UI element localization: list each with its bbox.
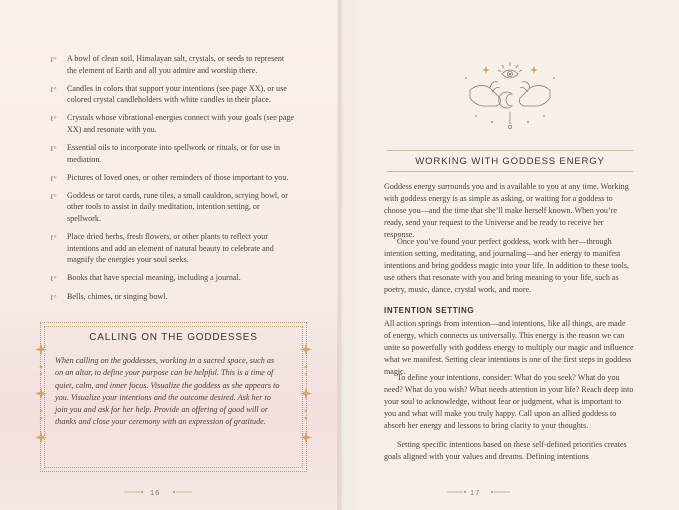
callout-right-ornament [299, 337, 313, 460]
calling-on-goddesses-callout [40, 322, 307, 472]
spiral-bullet-icon: ℓ° [50, 55, 57, 64]
intro-paragraph: Goddess energy surrounds you and is available to you at any time. Working with goddess energy is as simple as asking, or waiting for a goddess to choose you—and the time that she’ll make herself known. When you’re ready, send your request to the Universe and be ready to receive her response. [384, 182, 629, 239]
spiral-bullet-icon: ℓ° [50, 114, 57, 124]
list-item: ℓ° Candles in colors that support your intentions (see page XX), or use colored crystal candleholders with white candles in their place. [50, 83, 287, 105]
callout-body: When calling on the goddesses, working in a sacred space, such as on an altar, to define your purpose can be helpful. This is a time of quiet, calm, and inner focus. Visualize the goddess as she appears to you. Visualize your intentions and the outcome desired. Ask her to join you and ask for her help. Provide an offering of good will or thanks and close your ceremony with an expression of gratitude. [55, 356, 280, 427]
folio-ornament-icon [172, 489, 192, 495]
list-item: ℓ° Bells, chimes, or singing bowl. [50, 291, 168, 302]
intro-paragraph: Once you’ve found your perfect goddess, work with her—through intention setting, meditating, and journaling—and her energy to manifest intentions and bring goddess magic into your life. In addition to these tools, use others that resonate with you and bring meaning to your life, such as poetry, music, dance, crystal work, and more. [384, 237, 630, 294]
folio-ornament-icon [490, 489, 510, 495]
list-item: ℓ° Goddess or tarot cards, rune tiles, a small cauldron, scrying bowl, or other tools to assist in daily meditation, intention setting, or spellwork. [50, 190, 288, 224]
callout-title: CALLING ON THE GODDESSES [89, 332, 258, 343]
spiral-bullet-icon: ℓ° [50, 84, 57, 94]
list-item: ℓ° A bowl of clean soil, Himalayan salt, crystals, or seeds to represent the element of Earth and all you admire and worship there. [50, 54, 285, 75]
list-item: ℓ° Books that have special meaning, including a journal. [50, 273, 241, 284]
spiral-bullet-icon: ℓ° [50, 191, 57, 201]
list-item: ℓ° Crystals whose vibrational energies connect with your goals (see page XX) and resonate with you. [50, 113, 295, 134]
title-rule-bottom [387, 171, 633, 172]
spiral-bullet-icon: ℓ° [50, 144, 57, 154]
section-paragraph: To define your intentions, consider: What do you seek? What do you need? What do you wish? What needs attention in your life? Reach deep into your soul to acknowledge, without fear or judgment, what is important to you and what will make you truly happy. Call upon an allied goddess to absorb her energy and lessons to bring clarity to your thoughts. [384, 373, 634, 430]
spiral-bullet-icon: ℓ° [50, 173, 57, 183]
goddess-hands-eye-emblem-icon [462, 58, 558, 134]
section-paragraph: Setting specific intentions based on these self-defined priorities creates goals aligned with your values and dreams. Defining intentions [384, 440, 627, 461]
spiral-bullet-icon: ℓ° [50, 292, 57, 302]
section-paragraph: All action springs from intention—and intentions, like all things, are made of energy, which connects us universally. This energy is the reason we can unite so powerfully with goddess energy to multiply our magic and influence what we manifest. Setting clear intentions is one of the first steps in goddess magic. [384, 319, 634, 376]
book-gutter [337, 0, 342, 510]
callout-left-ornament [34, 337, 48, 460]
list-item: ℓ° Essential oils to incorporate into spellwork or rituals, or for use in mediation. [50, 143, 281, 164]
star-ornament-icon [34, 337, 48, 455]
title-rule-top [387, 150, 633, 151]
folio-ornament-icon [447, 489, 467, 495]
section-heading: INTENTION SETTING [384, 306, 475, 315]
page-number: 17 [470, 488, 481, 497]
list-item: ℓ° Place dried herbs, fresh flowers, or other plants to reflect your intentions and add an element of natural beauty to celebrate and magnify the energies your soul seeks. [50, 232, 274, 265]
star-ornament-icon [299, 337, 313, 455]
spiral-bullet-icon: ℓ° [50, 233, 57, 243]
page-title: WORKING WITH GODDESS ENERGY [415, 156, 605, 167]
page-number: 16 [150, 488, 161, 497]
list-item: ℓ° Pictures of loved ones, or other reminders of those important to you. [50, 172, 289, 183]
left-page [0, 0, 339, 510]
spiral-bullet-icon: ℓ° [50, 274, 57, 284]
folio-ornament-icon [124, 489, 144, 495]
altar-items-list [50, 53, 295, 309]
